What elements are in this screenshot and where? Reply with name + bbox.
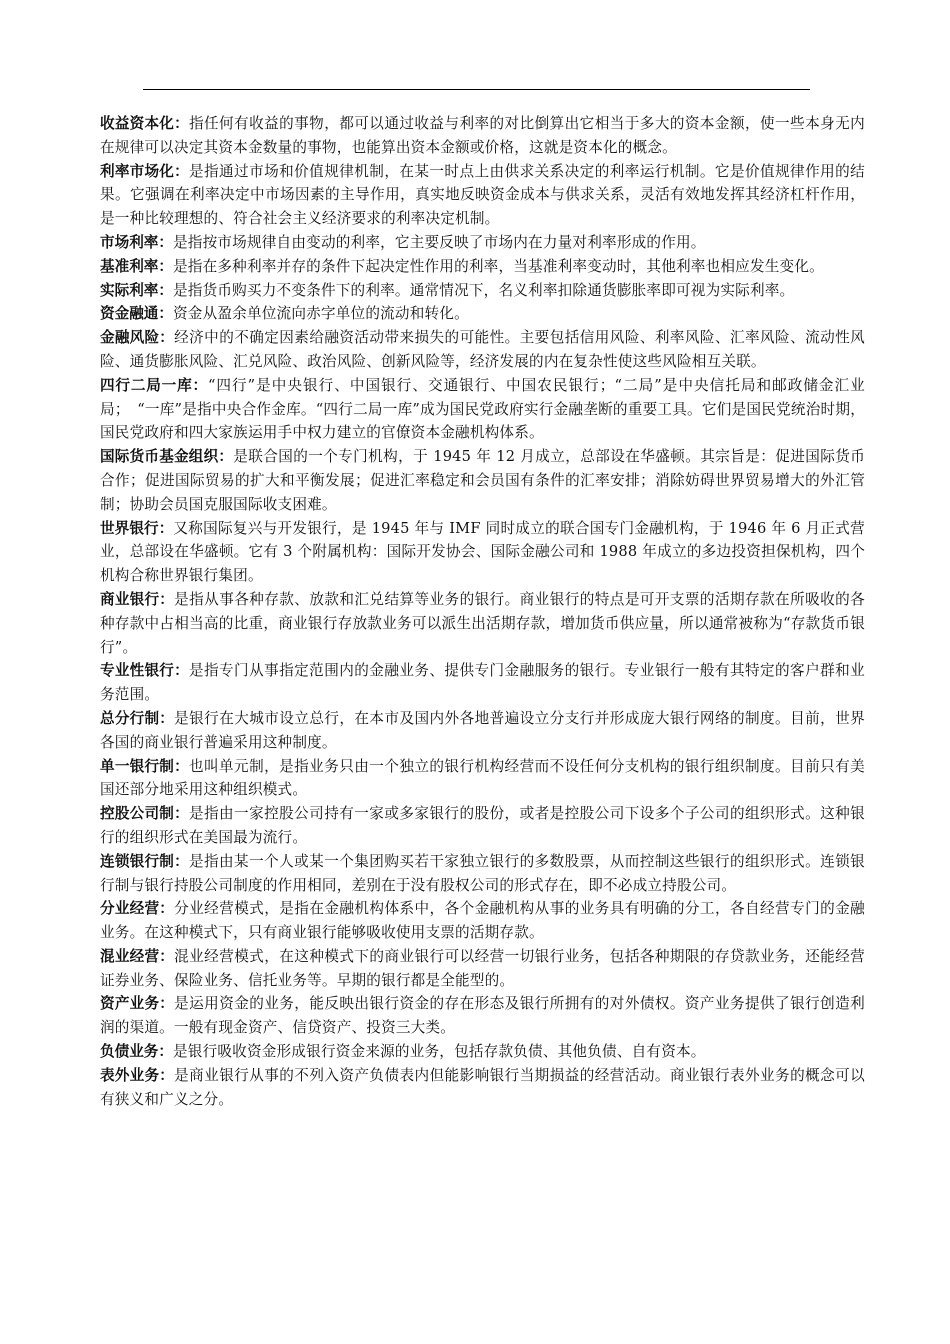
entry-definition: 是指由某一个人或某一个集团购买若干家独立银行的多数股票，从而控制这些银行的组织形式。连锁银行制与银行持股公司制度的作用相同，差别在于没有股权公司的形式存在，即不必成立持股公司。 <box>100 852 865 894</box>
glossary-entry: 总分行制：是银行在大城市设立总行，在本市及国内外各地普遍设立分支行并形成庞大银行网络的制度。目前，世界各国的商业银行普遍采用这种制度。 <box>100 709 865 751</box>
entry-definition: 是指按市场规律自由变动的利率，它主要反映了市场内在力量对利率形成的作用。 <box>173 233 706 251</box>
glossary-entry: 国际货币基金组织：是联合国的一个专门机构，于 1945 年 12 月成立，总部设在华盛顿。其宗旨是：促进国际货币合作；促进国际贸易的扩大和平衡发展；促进汇率稳定和会员国有条件的汇率安排；消除妨碍世界贸易增大的外汇管制；协助会员国克服国际收支困难。 <box>100 448 865 513</box>
glossary-entry: 市场利率：是指按市场规律自由变动的利率，它主要反映了市场内在力量对利率形成的作用。 <box>100 233 706 251</box>
glossary-body <box>100 112 865 1111</box>
entry-term: 商业银行 <box>100 590 160 608</box>
entry-term: 基准利率 <box>100 257 159 275</box>
entry-definition: “四行”是中央银行、中国银行、交通银行、中国农民银行；“二局”是中央信托局和邮政储金汇业局； “一库”是指中央合作金库。“四行二局一库”成为国民党政府实行金融垄断的重要工具。它们是国民党统治时期，国民党政府和四大家族运用手中权力建立的官僚资本金融机构体系。 <box>100 376 865 442</box>
entry-definition: 是联合国的一个专门机构，于 1945 年 12 月成立，总部设在华盛顿。其宗旨是：促进国际货币合作；促进国际贸易的扩大和平衡发展；促进汇率稳定和会员国有条件的汇率安排；消除妨碍世界贸易增大的外汇管制；协助会员国克服国际收支困难。 <box>100 448 865 513</box>
header-rule <box>143 89 810 90</box>
entry-definition: 是指从事各种存款、放款和汇兑结算等业务的银行。商业银行的特点是可开支票的活期存款在所吸收的各种存款中占相当高的比重，商业银行存放款业务可以派生出活期存款，增加货币供应量，所以通常被称为“存款货币银行”。 <box>100 590 865 656</box>
glossary-entry: 资产业务：是运用资金的业务，能反映出银行资金的存在形态及银行所拥有的对外债权。资产业务提供了银行创造利润的渠道。一般有现金资产、信贷资产、投资三大类。 <box>100 995 865 1037</box>
entry-definition: 分业经营模式，是指在金融机构体系中，各个金融机构从事的业务具有明确的分工，各自经营专门的金融业务。在这种模式下，只有商业银行能够吸收使用支票的活期存款。 <box>100 900 865 942</box>
entry-term: 金融风险 <box>100 329 160 347</box>
entry-definition: 指任何有收益的事物，都可以通过收益与利率的对比倒算出它相当于多大的资本金额，使一些本身无内在规律可以决定其资本金数量的事物，也能算出资本金额或价格，这就是资本化的概念。 <box>100 115 865 156</box>
glossary-entry: 分业经营：分业经营模式，是指在金融机构体系中，各个金融机构从事的业务具有明确的分工，各自经营专门的金融业务。在这种模式下，只有商业银行能够吸收使用支票的活期存款。 <box>100 900 865 942</box>
entry-term: 分业经营 <box>100 900 160 918</box>
glossary-entry: 表外业务：是商业银行从事的不列入资产负债表内但能影响银行当期损益的经营活动。商业银行表外业务的概念可以有狭义和广义之分。 <box>100 1066 865 1108</box>
entry-definition: 是指货币购买力不变条件下的利率。通常情况下，名义利率扣除通货膨胀率即可视为实际利率。 <box>173 281 795 299</box>
entry-term: 总分行制 <box>100 709 160 727</box>
entry-term: 专业性银行 <box>100 662 175 680</box>
entry-definition: 是银行在大城市设立总行，在本市及国内外各地普遍设立分支行并形成庞大银行网络的制度。目前，世界各国的商业银行普遍采用这种制度。 <box>100 709 865 751</box>
glossary-entry: 四行二局一库：“四行”是中央银行、中国银行、交通银行、中国农民银行；“二局”是中央信托局和邮政储金汇业局； “一库”是指中央合作金库。“四行二局一库”成为国民党政府实行金融垄断的重要工具。它们是国民党统治时期，国民党政府和四大家族运用手中权力建立的官僚资本金融机构体系。 <box>100 376 865 442</box>
entry-definition: 是银行吸收资金形成银行资金来源的业务，包括存款负债、其他负债、自有资本。 <box>173 1043 706 1061</box>
glossary-entry: 金融风险：经济中的不确定因素给融资活动带来损失的可能性。主要包括信用风险、利率风险、汇率风险、流动性风险、通货膨胀风险、汇兑风险、政治风险、创新风险等，经济发展的内在复杂性使这些风险相互关联。 <box>100 329 865 370</box>
entry-term: 实际利率 <box>100 281 159 299</box>
glossary-entry: 收益资本化：指任何有收益的事物，都可以通过收益与利率的对比倒算出它相当于多大的资本金额，使一些本身无内在规律可以决定其资本金数量的事物，也能算出资本金额或价格，这就是资本化的概念。 <box>100 115 865 156</box>
entry-definition: 混业经营模式，在这种模式下的商业银行可以经营一切银行业务，包括各种期限的存贷款业务，还能经营证券业务、保险业务、信托业务等。早期的银行都是全能型的。 <box>100 947 865 989</box>
glossary-entry: 世界银行：又称国际复兴与开发银行，是 1945 年与 IMF 同时成立的联合国专门金融机构，于 1946 年 6 月正式营业，总部设在华盛顿。它有 3 个附属机构：国际开发协会、国际金融公司和 1988 年成立的多边投资担保机构，四个机构合称世界银行集团。 <box>100 519 865 585</box>
entry-definition: 又称国际复兴与开发银行，是 1945 年与 IMF 同时成立的联合国专门金融机构，于 1946 年 6 月正式营业，总部设在华盛顿。它有 3 个附属机构：国际开发协会、国际金融公司和 1988 年成立的多边投资担保机构，四个机构合称世界银行集团。 <box>100 519 865 585</box>
glossary-entry: 专业性银行：是指专门从事指定范围内的金融业务、提供专门金融服务的银行。专业银行一般有其特定的客户群和业务范围。 <box>100 662 865 704</box>
entry-term: 四行二局一库 <box>100 376 193 394</box>
entry-definition: 是指专门从事指定范围内的金融业务、提供专门金融服务的银行。专业银行一般有其特定的客户群和业务范围。 <box>100 662 865 704</box>
glossary-entry: 单一银行制：也叫单元制，是指业务只由一个独立的银行机构经营而不设任何分支机构的银行组织制度。目前只有美国还部分地采用这种组织模式。 <box>100 757 865 799</box>
glossary-entry: 负债业务：是银行吸收资金形成银行资金来源的业务，包括存款负债、其他负债、自有资本。 <box>100 1043 706 1061</box>
entry-term: 混业经营 <box>100 947 160 965</box>
entry-term: 资产业务 <box>100 995 160 1013</box>
glossary-entry: 利率市场化：是指通过市场和价值规律机制，在某一时点上由供求关系决定的利率运行机制。它是价值规律作用的结果。它强调在利率决定中市场因素的主导作用，真实地反映资金成本与供求关系，灵活有效地发挥其经济杠杆作用，是一种比较理想的、符合社会主义经济要求的利率决定机制。 <box>100 162 865 228</box>
glossary-entry: 实际利率：是指货币购买力不变条件下的利率。通常情况下，名义利率扣除通货膨胀率即可视为实际利率。 <box>100 281 795 299</box>
entry-term: 世界银行 <box>100 519 159 537</box>
entry-term: 连锁银行制 <box>100 852 175 870</box>
entry-definition: 是运用资金的业务，能反映出银行资金的存在形态及银行所拥有的对外债权。资产业务提供了银行创造利润的渠道。一般有现金资产、信贷资产、投资三大类。 <box>100 995 865 1037</box>
glossary-entry: 连锁银行制：是指由某一个人或某一个集团购买若干家独立银行的多数股票，从而控制这些银行的组织形式。连锁银行制与银行持股公司制度的作用相同，差别在于没有股权公司的形式存在，即不必成立持股公司。 <box>100 852 865 894</box>
glossary-entry: 资金融通：资金从盈余单位流向赤字单位的流动和转化。 <box>100 305 469 323</box>
entry-definition: 经济中的不确定因素给融资活动带来损失的可能性。主要包括信用风险、利率风险、汇率风险、流动性风险、通货膨胀风险、汇兑风险、政治风险、创新风险等，经济发展的内在复杂性使这些风险相互关联。 <box>100 329 865 370</box>
glossary-entry: 控股公司制：是指由一家控股公司持有一家或多家银行的股份，或者是控股公司下设多个子公司的组织形式。这种银行的组织形式在美国最为流行。 <box>100 805 865 846</box>
entry-term: 控股公司制 <box>100 805 175 823</box>
glossary-entry: 商业银行：是指从事各种存款、放款和汇兑结算等业务的银行。商业银行的特点是可开支票的活期存款在所吸收的各种存款中占相当高的比重，商业银行存放款业务可以派生出活期存款，增加货币供应量，所以通常被称为“存款货币银行”。 <box>100 590 865 656</box>
entry-term: 负债业务 <box>100 1043 159 1061</box>
entry-definition: 是指通过市场和价值规律机制，在某一时点上由供求关系决定的利率运行机制。它是价值规律作用的结果。它强调在利率决定中市场因素的主导作用，真实地反映资金成本与供求关系，灵活有效地发挥其经济杠杆作用，是一种比较理想的、符合社会主义经济要求的利率决定机制。 <box>100 162 865 228</box>
entry-term: 资金融通 <box>100 305 159 323</box>
entry-term: 利率市场化 <box>100 162 175 180</box>
entry-term: 收益资本化 <box>100 115 175 132</box>
entry-term: 表外业务 <box>100 1066 160 1084</box>
entry-term: 国际货币基金组织 <box>100 448 219 466</box>
entry-definition: 是商业银行从事的不列入资产负债表内但能影响银行当期损益的经营活动。商业银行表外业务的概念可以有狭义和广义之分。 <box>100 1066 865 1108</box>
entry-definition: 是指由一家控股公司持有一家或多家银行的股份，或者是控股公司下设多个子公司的组织形式。这种银行的组织形式在美国最为流行。 <box>100 805 865 846</box>
entry-definition: 也叫单元制，是指业务只由一个独立的银行机构经营而不设任何分支机构的银行组织制度。目前只有美国还部分地采用这种组织模式。 <box>100 757 865 799</box>
entry-term: 市场利率 <box>100 233 159 251</box>
entry-definition: 是指在多种利率并存的条件下起决定性作用的利率，当基准利率变动时，其他利率也相应发生变化。 <box>173 257 824 275</box>
glossary-entry: 基准利率：是指在多种利率并存的条件下起决定性作用的利率，当基准利率变动时，其他利率也相应发生变化。 <box>100 257 824 275</box>
entry-definition: 资金从盈余单位流向赤字单位的流动和转化。 <box>173 305 469 323</box>
glossary-entry: 混业经营：混业经营模式，在这种模式下的商业银行可以经营一切银行业务，包括各种期限的存贷款业务，还能经营证券业务、保险业务、信托业务等。早期的银行都是全能型的。 <box>100 947 865 989</box>
entry-term: 单一银行制 <box>100 757 175 775</box>
